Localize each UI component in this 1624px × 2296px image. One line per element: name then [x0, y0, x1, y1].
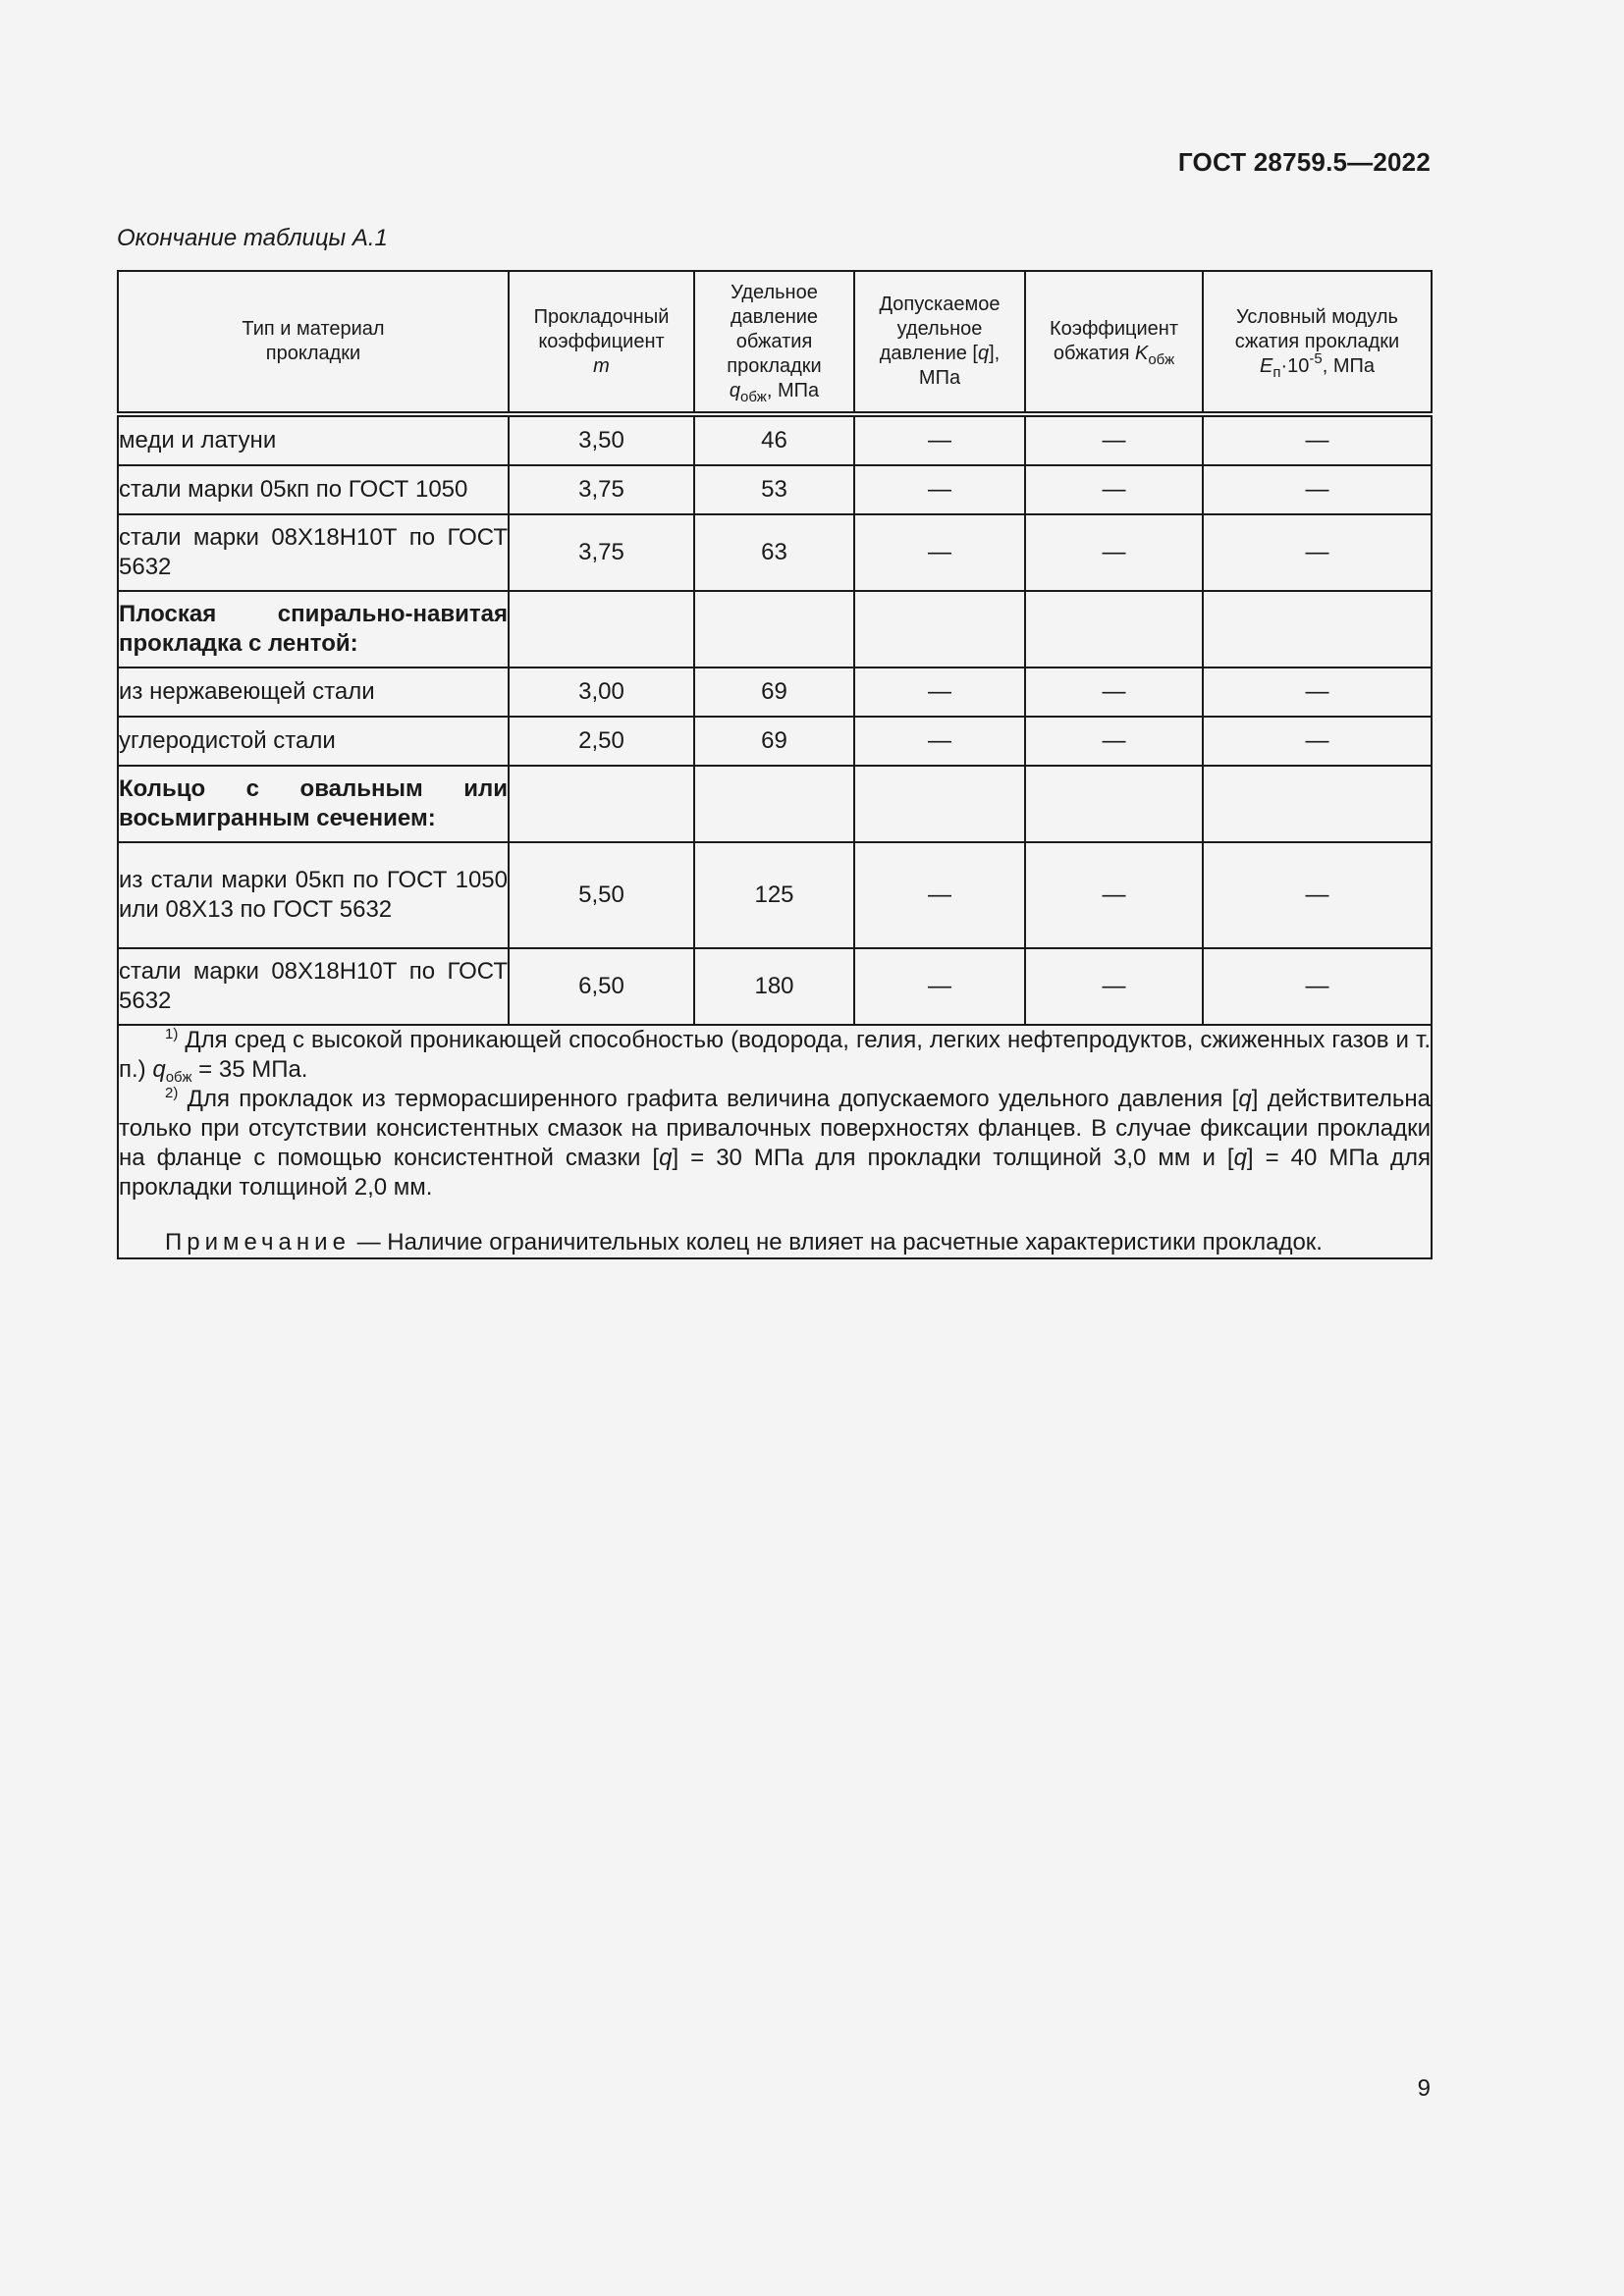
note-label: Примечание: [165, 1229, 351, 1255]
table-cell: 2,50: [509, 717, 694, 766]
table-cell: —: [1203, 414, 1432, 465]
table-cell: 69: [694, 717, 854, 766]
table-cell: [1203, 766, 1432, 842]
table-row: [118, 514, 1432, 591]
table-cell: —: [854, 842, 1025, 948]
table-cell: 46: [694, 414, 854, 465]
table-cell: 125: [694, 842, 854, 948]
row-name: меди и латуни: [118, 414, 509, 465]
column-header-compression-modulus: Условный модуль сжатия прокладки $E_п\cdot 10^{-5}$, МПа: [1203, 271, 1432, 414]
table-cell: —: [1025, 514, 1203, 591]
table-cell: —: [1203, 667, 1432, 717]
table-row: [118, 465, 1432, 514]
table-section-row: [118, 591, 1432, 667]
table-cell: 180: [694, 948, 854, 1025]
page-number: 9: [1417, 2075, 1431, 2102]
table-cell: —: [1203, 948, 1432, 1025]
table-row: [118, 842, 1432, 948]
table-cell: —: [1025, 948, 1203, 1025]
table-cell: —: [1203, 514, 1432, 591]
table-cell: [1025, 766, 1203, 842]
column-header-type: Тип и материал прокладки: [118, 271, 509, 414]
column-header-gasket-coefficient: Прокладочный коэффициент m: [509, 271, 694, 414]
gasket-properties-table: [117, 270, 1433, 1259]
table-section-row: [118, 766, 1432, 842]
table-cell: [694, 766, 854, 842]
table-cell: [509, 766, 694, 842]
table-cell: [854, 766, 1025, 842]
footnotes-block: [118, 1025, 1432, 1258]
table-cell: —: [1025, 414, 1203, 465]
table-cell: —: [854, 465, 1025, 514]
table-cell: —: [1025, 842, 1203, 948]
column-header-specific-pressure: Удельное давление обжатия прокладки $q_{обж}$, МПа: [694, 271, 854, 414]
table-footer-row: [118, 1025, 1432, 1258]
footnote-2: $^{2)}$ Для прокладок из терморасширенного графита величина допускаемого удельного давления [q] действительна только при отсутствии консистентных смазок на привалочных поверхностях фланцев. В случае фиксации прокладки на фланце с помощью консистентной смазки [q] = 30 МПа для прокладки толщиной 3,0 мм и [q] = 40 МПа для прокладки толщиной 2,0 мм.: [119, 1085, 1431, 1201]
row-name: стали марки 08Х18Н10Т по ГОСТ 5632: [118, 948, 509, 1025]
table-cell: 3,00: [509, 667, 694, 717]
table-cell: —: [1203, 717, 1432, 766]
table-row: [118, 717, 1432, 766]
table-cell: —: [854, 414, 1025, 465]
row-name: стали марки 05кп по ГОСТ 1050: [118, 465, 509, 514]
section-heading: Кольцо с овальным или восьмигранным сечением:: [118, 766, 509, 842]
table-cell: 6,50: [509, 948, 694, 1025]
table-row: [118, 667, 1432, 717]
row-name: углеродистой стали: [118, 717, 509, 766]
table-cell: [1203, 591, 1432, 667]
table-cell: 53: [694, 465, 854, 514]
table-cell: 69: [694, 667, 854, 717]
table-row: [118, 414, 1432, 465]
table-cell: —: [854, 667, 1025, 717]
table-cell: —: [1203, 465, 1432, 514]
footnote-1: $^{1)}$ Для сред с высокой проникающей способностью (водорода, гелия, легких нефтепродуктов, сжиженных газов и т. п.) $q_{обж} = 35$ МПа.: [119, 1026, 1431, 1086]
table-cell: [1025, 591, 1203, 667]
table-caption: Окончание таблицы А.1: [117, 225, 388, 251]
table-cell: 3,75: [509, 465, 694, 514]
table-note: [119, 1228, 1431, 1257]
section-heading: Плоская спирально-навитая прокладка с лентой:: [118, 591, 509, 667]
table-cell: [854, 591, 1025, 667]
table-cell: —: [854, 514, 1025, 591]
table-cell: —: [1025, 667, 1203, 717]
table-cell: —: [1203, 842, 1432, 948]
document-id: ГОСТ 28759.5—2022: [1177, 147, 1431, 177]
column-header-compression-coefficient: Коэффициент обжатия $K_{обж}$: [1025, 271, 1203, 414]
column-header-allowable-pressure: Допускаемое удельное давление [q], МПа: [854, 271, 1025, 414]
table-cell: 5,50: [509, 842, 694, 948]
table-cell: 63: [694, 514, 854, 591]
table-header-row: [118, 271, 1432, 414]
table-cell: 3,50: [509, 414, 694, 465]
table-cell: [694, 591, 854, 667]
row-name: стали марки 08Х18Н10Т по ГОСТ 5632: [118, 514, 509, 591]
table-cell: 3,75: [509, 514, 694, 591]
table-row: [118, 948, 1432, 1025]
table-cell: —: [854, 717, 1025, 766]
table-cell: [509, 591, 694, 667]
row-name: из стали марки 05кп по ГОСТ 1050 или 08Х13 по ГОСТ 5632: [118, 842, 509, 948]
table-cell: —: [854, 948, 1025, 1025]
table-cell: —: [1025, 717, 1203, 766]
row-name: из нержавеющей стали: [118, 667, 509, 717]
table-cell: —: [1025, 465, 1203, 514]
note-text: — Наличие ограничительных колец не влияет на расчетные характеристики прокладок.: [350, 1229, 1323, 1255]
